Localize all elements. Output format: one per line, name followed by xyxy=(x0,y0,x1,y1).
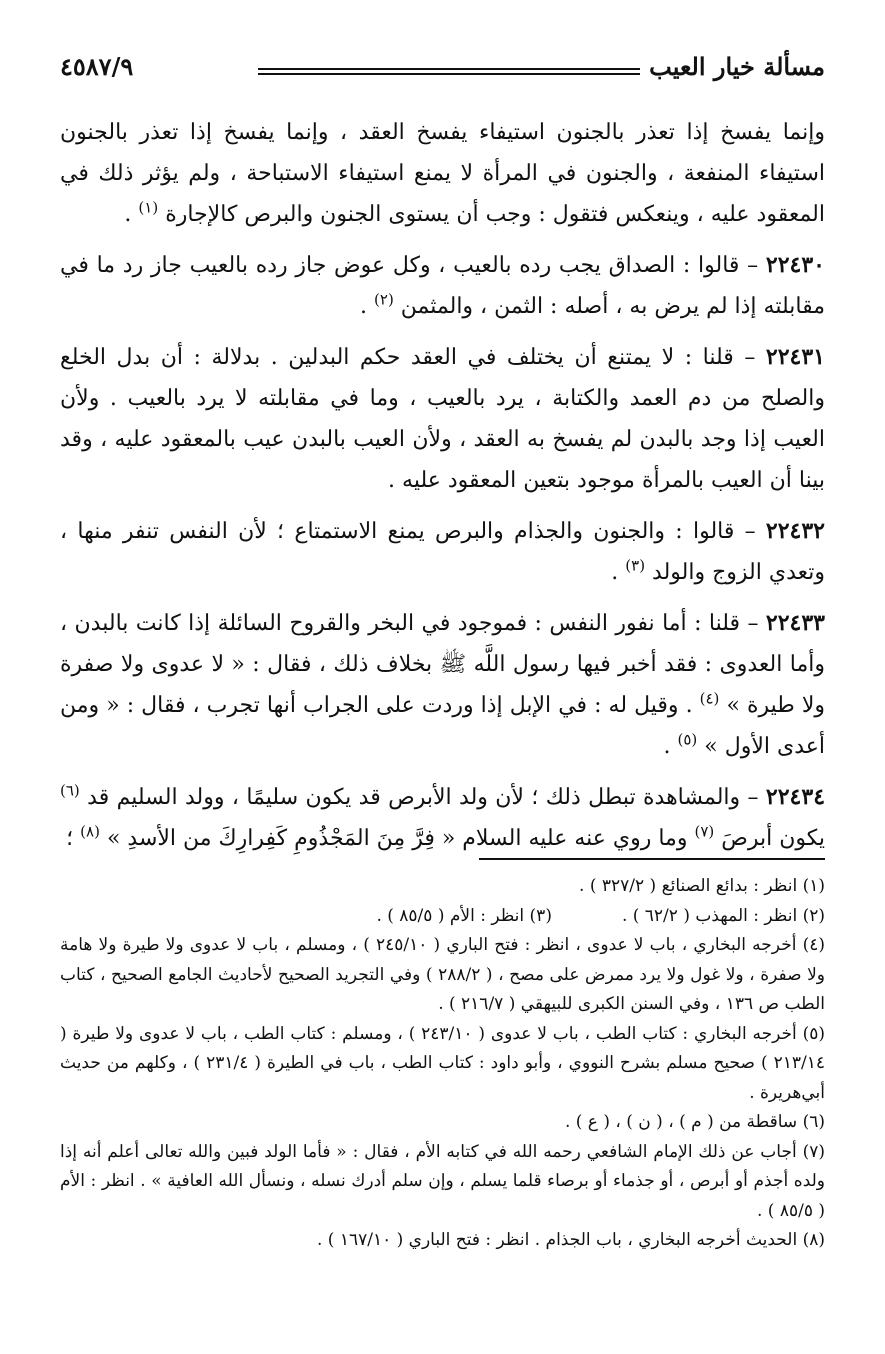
footnote: (٣) انظر : الأم ( ٨٥/٥ ) . xyxy=(376,905,552,926)
footnote-ref: (٥) xyxy=(677,730,698,749)
header-double-rule xyxy=(258,68,640,75)
page-header xyxy=(60,48,825,84)
paragraph-number: ٢٢٤٣٣ xyxy=(765,610,825,636)
footnote: (٢) انظر : المهذب ( ٦٢/٢ ) . xyxy=(621,905,825,926)
paragraph: ٢٢٤٣٣ – قلنا : أما نفور النفس : فموجود في البخر والقروح السائلة إذا كانت بالبدن ، وأما العدوى : فقد أخبر فيها رسول اللَّه ﷺ بخلاف ذلك ، فقال : « لا عدوى ولا صفرة ولا طيرة » $^{(٤)}$ . وقيل له : في الإبل إذا وردت على الجراب أنها تجرب ، فقال : « ومن أعدى الأول » $^{(٥)}$ . xyxy=(60,610,825,759)
footnote-ref: (٨) xyxy=(80,822,100,841)
paragraph: وإنما يفسخ إذا تعذر بالجنون استيفاء يفسخ العقد ، وإنما يفسخ إذا تعذر بالجنون استيفاء المنفعة ، والجنون في المرأة لا يمنع استيفاء الاستباحة ، ولم يؤثر ذلك في المعقود عليه ، وينعكس فتقول : وجب أن يستوى الجنون والبرص كالإجارة $^{(١)}$ . xyxy=(60,120,825,227)
footnote-ref: (١) xyxy=(138,198,159,217)
footnote: (٨) الحديث أخرجه البخاري ، باب الجذام . انظر : فتح الباري ( ١٦٧/١٠ ) . xyxy=(316,1230,825,1250)
footnote-ref: (٢) xyxy=(374,290,394,309)
running-title: مسألة خيار العيب xyxy=(649,52,825,81)
footnote-ref: (٤) xyxy=(699,689,720,708)
footnote-ref: (٧) xyxy=(694,822,715,841)
paragraph: ٢٢٤٣٠ – قالوا : الصداق يجب رده بالعيب ، وكل عوض جاز رده بالعيب جاز رد ما في مقابلته إذا لم يرض به ، أصله : الثمن ، والمثمن $^{(٢)}$ . xyxy=(60,252,825,319)
paragraph: ٢٢٤٣١ – قلنا : لا يمتنع أن يختلف في العقد حكم البدلين . بدلالة : أن بدل الخلع والصلح من دم العمد والكتابة ، يرد بالعيب ، وما في مقابلته لا يرد بالعيب . ولأن العيب إذا وجد بالبدن لم يفسخ به العقد ، ولأن العيب بالبدن عيب بالمعقود عليه ، وقد بينا أن العيب بالمرأة موجود بتعين المعقود عليه . xyxy=(60,344,825,493)
footnote: (٧) أجاب عن ذلك الإمام الشافعي رحمه الله في كتابه الأم ، فقال : « فأما الولد فبين والله تعالى أعلم أنه إذا ولده أجذم أو أبرص ، أو جذماء أو برصاء قلما يسلم ، وإن سلم أدرك نسله ، ونسأل الله العافية » . انظر : الأم ( ٨٥/٥ ) . xyxy=(60,1141,825,1221)
page-number: ٤٥٨٧/٩ xyxy=(60,52,134,81)
paragraph-number: ٢٢٤٣٢ xyxy=(765,518,825,544)
footnote: (١) انظر : بدائع الصنائع ( ٣٢٧/٢ ) . xyxy=(579,876,825,896)
footnote-ref: (٦) xyxy=(60,781,80,800)
footnote: (٤) أخرجه البخاري ، باب لا عدوى ، انظر : فتح الباري ( ٢٤٥/١٠ ) ، ومسلم ، باب لا عدوى ولا طيرة ولا هامة ولا صفرة ، ولا غول ولا يرد ممرض على مصح ، ( ٢٨٨/٢ ) وفي التجريد الصحيح لأحاديث الجامع الصحيح ، كتاب الطب ص ١٣٦ ، وفي السنن الكبرى للبيهقي ( ٢١٦/٧ ) . xyxy=(60,935,825,1014)
main-text xyxy=(60,112,825,869)
paragraph: ٢٢٤٣٤ – والمشاهدة تبطل ذلك ؛ لأن ولد الأبرص قد يكون سليمًا ، وولد السليم قد $^{(٦)}$ يكون أبرصَ $^{(٧)}$ وما روي عنه عليه السلام « فِرَّ مِنَ المَجْذُومِ كَفِرارِكَ من الأسدِ » $^{(٨)}$ ؛ xyxy=(60,781,826,851)
footnote-ref: (٣) xyxy=(625,556,646,575)
footnote-separator xyxy=(479,858,825,860)
footnotes xyxy=(60,872,825,1256)
paragraph-number: ٢٢٤٣١ xyxy=(765,344,825,370)
footnote: (٥) أخرجه البخاري : كتاب الطب ، باب لا عدوى ( ٢٤٣/١٠ ) ، ومسلم : كتاب الطب ، باب لا عدوى ولا طيرة ( ٢١٣/١٤ ) صحيح مسلم بشرح النووي ، وأبو داود : كتاب الطب ، باب في الطيرة ( ٢٣١/٤ ) ، وكلهم من حديث أبي‌هريرة . xyxy=(60,1023,825,1103)
footnote-row xyxy=(60,902,825,932)
paragraph-number: ٢٢٤٣٤ xyxy=(765,784,826,810)
paragraph-number: ٢٢٤٣٠ xyxy=(765,252,825,278)
footnote: (٦) ساقطة من ( م ) ، ( ن ) ، ( ع ) . xyxy=(564,1112,825,1132)
paragraph: ٢٢٤٣٢ – قالوا : والجنون والجذام والبرص يمنع الاستمتاع ؛ لأن النفس تنفر منها ، وتعدي الزوج والولد $^{(٣)}$ . xyxy=(60,518,825,585)
